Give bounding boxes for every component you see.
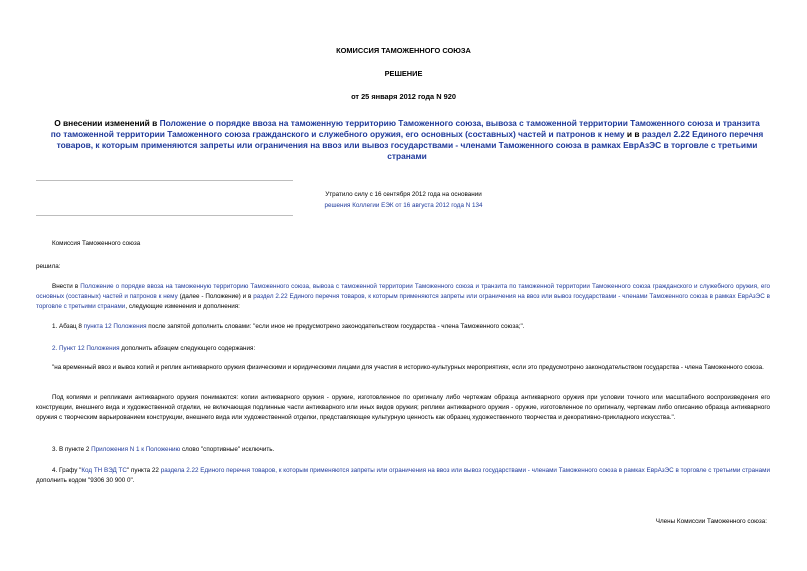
status-link[interactable]: решения Коллегии ЕЭК от 16 августа 2012 года N 134 bbox=[324, 202, 483, 209]
issuer: Комиссия Таможенного союза bbox=[52, 240, 141, 247]
item1-text-b: после запятой дополнить словами: "если иное не предусмотрено законодательством государства - члена Таможенного союза;". bbox=[146, 323, 525, 330]
org-heading: КОМИССИЯ ТАМОЖЕННОГО СОЮЗА bbox=[336, 46, 471, 55]
item2-link[interactable]: 2. Пункт 12 Положения bbox=[52, 345, 120, 352]
doc-title bbox=[48, 118, 766, 162]
item1-link[interactable]: пункта 12 Положения bbox=[83, 323, 147, 330]
item3-link[interactable]: Приложения N 1 к Положению bbox=[91, 446, 181, 453]
title-link-regulation[interactable]: Положение о порядке ввоза на таможенную территорию Таможенного союза, вывоза с таможенной территории Таможенного союза и транзита по таможенной территории Таможенного союза гражданского и служебного оружия, его основных (составных) частей и патронов к нему bbox=[50, 118, 760, 140]
item4-text-a: 4. Графу " bbox=[52, 467, 82, 474]
item-2 bbox=[52, 344, 770, 354]
title-link-section[interactable]: раздел 2.22 Единого перечня товаров, к которым применяются запреты или ограничения на ввоз или вывоз государствами - членами Таможенного союза в рамках ЕврАзЭС в торговле с третьими странами bbox=[56, 129, 764, 162]
item-4 bbox=[36, 466, 770, 486]
intro-link-regulation[interactable]: Положение о порядке ввоза на таможенную территорию Таможенного союза, вывоза с таможенной территории Таможенного союза и транзита по таможенной территории Таможенного союза гражданского и служебного оружия, его основных (составных) частей и патронов к нему bbox=[36, 283, 770, 300]
divider-top bbox=[36, 180, 293, 181]
divider-bottom bbox=[36, 215, 293, 216]
members-signature: Члены Комиссии Таможенного союза: bbox=[655, 518, 767, 525]
item2-text: дополнить абзацем следующего содержания: bbox=[119, 345, 256, 352]
intro-text-b: (далее - Положение) и в bbox=[177, 292, 254, 300]
item4-link-section[interactable]: раздела 2.22 Единого перечня товаров, к которым применяются запреты или ограничения на ввоз или вывоз государствами bbox=[160, 467, 527, 474]
item4-text-d: дополнить кодом "9306 30 900 0". bbox=[36, 476, 135, 484]
item-1 bbox=[52, 322, 770, 332]
item4-text-b: " пункта 22 bbox=[126, 467, 161, 474]
item4-link-code[interactable]: Код ТН ВЭД ТС bbox=[81, 467, 127, 474]
item4-link-tail[interactable]: - членами Таможенного союза в рамках ЕврАзЭС в торговле с третьими странами bbox=[526, 467, 771, 474]
title-mid: и в bbox=[624, 129, 642, 140]
quote-paragraph-2: Под копиями и репликами антикварного оружия понимаются: копии антикварного оружия - оружие, изготовленное по оригиналу либо чертежам образца антикварного оружия при условии точного или масштабного воспроизведения его конструкции, внешнего вида и художественной отделки, не включающая подлинные части антикварного или иных видов оружия; реплики антикварного оружия - оружие, изготовленное по оригиналу, чертежам либо описанию образца антикварного оружия с творческим варьированием конструкции, внешнего вида или художественной отделки, представляющее культурную ценность как образец художественного творчества и декоративно-прикладного искусства.". bbox=[36, 394, 770, 421]
item1-text-a: 1. Абзац 8 bbox=[52, 323, 84, 330]
item-3 bbox=[52, 445, 770, 455]
status-line: Утратило силу с 16 сентября 2012 года на основании bbox=[325, 191, 482, 198]
intro-text-a: Внести в bbox=[52, 283, 81, 290]
item3-text-a: 3. В пункте 2 bbox=[52, 446, 92, 453]
doc-date: от 25 января 2012 года N 920 bbox=[351, 92, 456, 101]
intro-text-c: , следующие изменения и дополнения: bbox=[125, 302, 240, 310]
item3-text-b: слово "спортивные" исключить. bbox=[180, 446, 275, 453]
decided-label: решила: bbox=[36, 263, 61, 270]
quote-paragraph-1: "на временный ввоз и вывоз копий и реплик антикварного оружия физическими и юридическими лицами для участия в историко-культурных мероприятиях, если это предусмотрено законодательством государства - члена Таможенного союза. bbox=[52, 364, 764, 371]
title-prefix: О внесении изменений в bbox=[54, 118, 160, 128]
intro-link-section[interactable]: раздел 2.22 Единого перечня товаров, к которым применяются запреты или ограничения на ввоз или вывоз государствами - членами Таможенного союза в рамках ЕврАзЭС в торговле с третьими странами bbox=[36, 292, 770, 310]
doc-type-heading: РЕШЕНИЕ bbox=[384, 69, 423, 78]
intro-paragraph bbox=[36, 282, 770, 311]
